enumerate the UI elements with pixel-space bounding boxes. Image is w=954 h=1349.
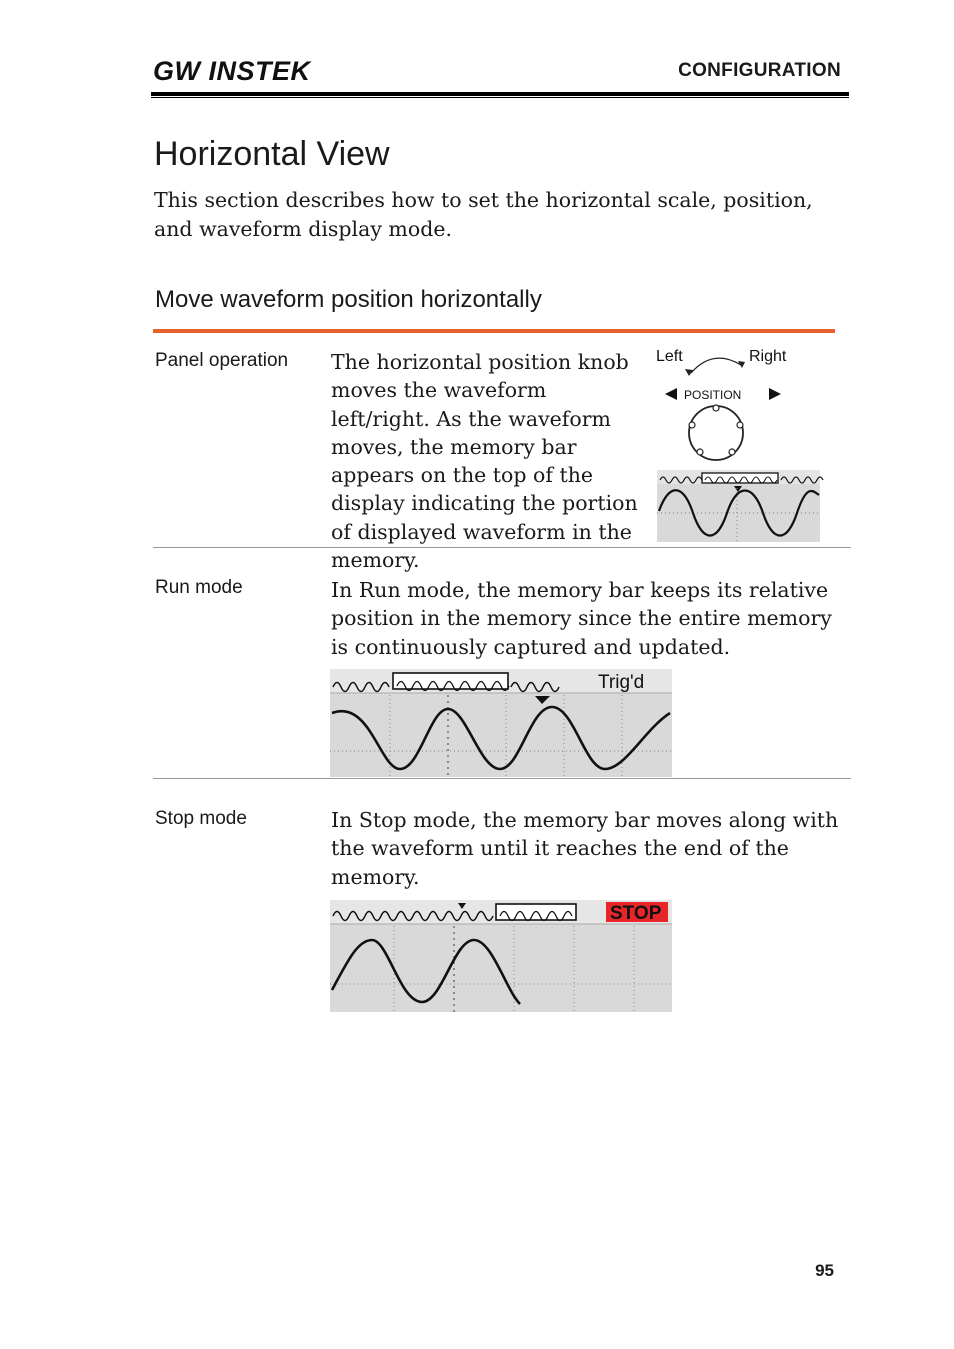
knob-left-label: Left <box>656 348 683 365</box>
gw-instek-logo <box>153 56 325 84</box>
stop-mode-screenshot <box>330 900 672 1012</box>
row-divider <box>153 547 851 548</box>
intro-paragraph: This section describes how to set the horizontal scale, position, and waveform display mode. <box>154 188 813 241</box>
row-text-run-mode: In Run mode, the memory bar keeps its relative position in the memory since the entire memory is continuously captured and updated. <box>331 578 832 659</box>
row-divider <box>153 778 851 779</box>
memory-bar-screenshot <box>657 470 823 542</box>
subsection-rule <box>153 329 835 333</box>
row-text-panel-operation: The horizontal position knob moves the waveform left/right. As the waveform moves, the memory bar appears on the top of the display indicating the portion of displayed waveform in the memory. <box>331 350 638 573</box>
row-label-stop-mode: Stop mode <box>155 808 247 829</box>
row-label-panel-operation: Panel operation <box>155 350 289 371</box>
subsection-heading: Move waveform position horizontally <box>155 286 542 313</box>
page-title: Horizontal View <box>154 135 390 173</box>
header-rule <box>151 92 849 96</box>
run-mode-screenshot <box>330 669 672 777</box>
rotation-arc <box>691 358 741 373</box>
knob-right-label: Right <box>749 348 787 365</box>
row-text-stop-mode: In Stop mode, the memory bar moves along with the waveform until it reaches the end of the memory. <box>331 808 839 889</box>
svg-text:GW INSTEK: GW INSTEK <box>153 56 311 84</box>
left-triangle-icon <box>665 388 677 400</box>
row-label-run-mode: Run mode <box>155 577 243 598</box>
section-label: CONFIGURATION <box>678 60 841 81</box>
trigd-status: Trig'd <box>598 672 645 693</box>
header-rule-thin <box>151 97 849 98</box>
position-knob-diagram <box>655 343 825 543</box>
right-triangle-icon <box>769 388 781 400</box>
page-number: 95 <box>815 1261 834 1280</box>
knob-position-label: POSITION <box>684 388 742 402</box>
stop-status: STOP <box>610 903 662 924</box>
